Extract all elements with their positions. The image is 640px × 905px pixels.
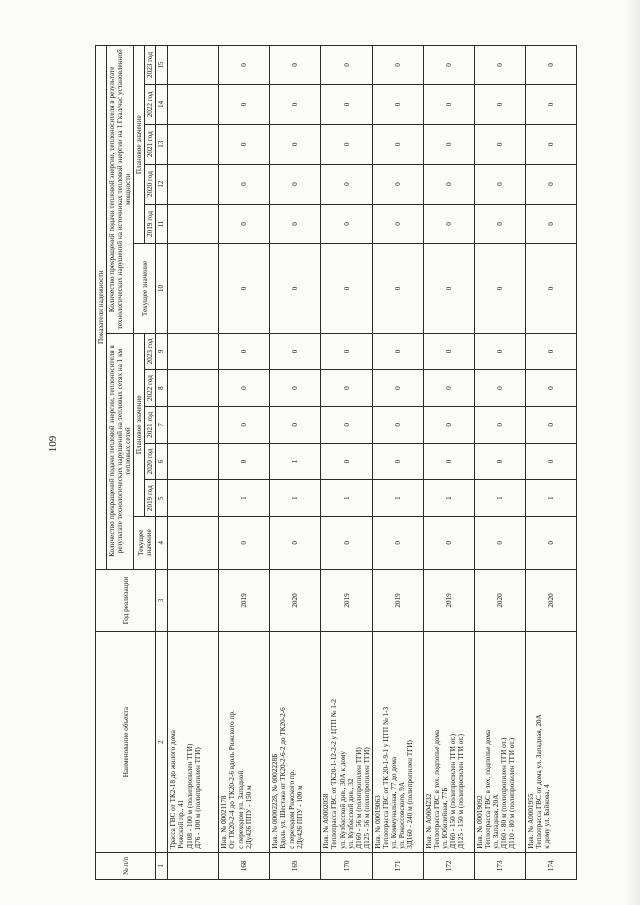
- header-year-2021: 2021 год: [145, 124, 156, 164]
- scan-edge-shadow: [626, 0, 640, 905]
- column-index-cell: 13: [156, 124, 168, 164]
- table-row: [423, 46, 474, 880]
- indicator-value: 0: [270, 204, 321, 244]
- indicator-value: 0: [372, 124, 423, 164]
- object-name-line: Теплотрасса ГВС от ТК 20-1-9-1 у ЦТП № 1-3: [381, 706, 390, 849]
- object-name-line: 2Дy426 ППУ - 150 м: [244, 785, 253, 849]
- indicator-value: 0: [270, 517, 321, 569]
- object-name-line: ул. Коммунальная, 77 до дома: [389, 756, 398, 849]
- indicator-value: 0: [474, 244, 525, 333]
- indicator-value: 0: [372, 46, 423, 85]
- indicator-value: 0: [525, 443, 576, 480]
- indicator-value: 0: [321, 164, 372, 204]
- implementation-year: 2020: [525, 569, 576, 632]
- row-number: 170: [321, 852, 372, 879]
- column-index-cell: 7: [156, 406, 168, 443]
- indicator-value: [168, 443, 219, 480]
- indicator-value: [168, 84, 219, 124]
- indicator-value: 0: [525, 333, 576, 370]
- indicator-value: 0: [423, 204, 474, 244]
- table-row: [372, 46, 423, 880]
- indicator-value: 0: [372, 406, 423, 443]
- table-row: [474, 46, 525, 880]
- header-year: Год реализации: [96, 569, 156, 632]
- indicator-value: 1: [321, 480, 372, 517]
- indicator-value: 1: [219, 480, 270, 517]
- object-name-line: с переходом ул. Западной: [236, 770, 245, 849]
- object-name-line: Д125 - 56 м (полипропилен ТГИ): [362, 747, 371, 849]
- object-name-line: Вдоль ул. Шестака от ТК20-2-6-2 до ТК20-2-6: [279, 707, 288, 849]
- indicator-value: 0: [219, 46, 270, 85]
- object-name-cell: [474, 632, 525, 852]
- indicator-value: 0: [219, 204, 270, 244]
- indicator-value: [168, 46, 219, 85]
- column-index-cell: 5: [156, 480, 168, 517]
- reliability-table: [95, 45, 577, 880]
- indicator-value: 0: [474, 204, 525, 244]
- header-name: Наименование объекта: [96, 632, 156, 852]
- object-name-cell: [372, 632, 423, 852]
- object-name-cell: [525, 632, 576, 852]
- indicator-value: 0: [525, 406, 576, 443]
- implementation-year: 2019: [219, 569, 270, 632]
- object-name-line: Теплотрасса ГВС в тех. подполье дома: [432, 729, 441, 849]
- indicator-value: 1: [525, 480, 576, 517]
- object-name-line: ул. Западная, 20А: [491, 794, 500, 849]
- indicator-value: 0: [423, 443, 474, 480]
- indicator-value: 1: [270, 480, 321, 517]
- header-source-outages: Количество прекращений подачи тепловой энергии, теплоносителя в результате технологических нарушений на источниках тепловой энергии на 1 Гкал/час установленной мощности: [107, 46, 134, 334]
- object-name-cell: [321, 632, 372, 852]
- indicator-value: 0: [270, 244, 321, 333]
- indicator-value: 0: [525, 84, 576, 124]
- indicator-value: 0: [372, 84, 423, 124]
- table-row: [525, 46, 576, 880]
- row-number: [168, 852, 219, 879]
- indicator-value: 0: [321, 333, 372, 370]
- indicator-value: 1: [474, 480, 525, 517]
- object-name-line: Д125 - 150 м (полипропилен ТГИ от.): [457, 733, 465, 849]
- row-number: 174: [525, 852, 576, 879]
- row-number: 169: [270, 852, 321, 879]
- page-number: 109: [47, 435, 59, 453]
- column-index-cell: 1: [156, 852, 168, 879]
- indicator-value: [168, 370, 219, 407]
- indicator-value: 0: [219, 517, 270, 569]
- indicator-value: 0: [525, 46, 576, 85]
- column-index-cell: 6: [156, 443, 168, 480]
- table-body: [168, 46, 576, 880]
- indicator-value: 0: [525, 244, 576, 333]
- column-index-cell: 15: [156, 46, 168, 85]
- object-name-line: 2Дy426 ППУ - 100 м: [295, 785, 304, 849]
- header-year-2023: 2023 год: [145, 333, 156, 370]
- header-year-2023: 2023 год: [145, 46, 156, 85]
- indicator-value: 0: [423, 244, 474, 333]
- table-row: [270, 46, 321, 880]
- object-name-line: ул. Кузбасской див., 30А к дому: [338, 750, 347, 849]
- indicator-value: 0: [423, 46, 474, 85]
- indicator-value: 0: [321, 46, 372, 85]
- column-index-cell: 11: [156, 204, 168, 244]
- indicator-value: 0: [474, 46, 525, 85]
- implementation-year: 2020: [270, 569, 321, 632]
- indicator-value: [168, 164, 219, 204]
- indicator-value: 0: [270, 370, 321, 407]
- indicator-value: 0: [525, 370, 576, 407]
- indicator-value: 0: [474, 406, 525, 443]
- indicator-value: 0: [219, 164, 270, 204]
- column-index-cell: 14: [156, 84, 168, 124]
- object-name-line: Рижский пр., 41: [177, 799, 186, 849]
- object-name-line: Инв. № 00019063: [373, 795, 382, 849]
- object-name-line: ул. Кузбасской див., 32: [346, 778, 355, 849]
- indicator-value: 0: [219, 406, 270, 443]
- column-index-cell: 8: [156, 370, 168, 407]
- indicator-value: 0: [321, 370, 372, 407]
- header-num: № п/п: [96, 852, 156, 879]
- indicator-value: 0: [321, 204, 372, 244]
- implementation-year: [168, 569, 219, 632]
- implementation-year: 2019: [372, 569, 423, 632]
- column-index-cell: 3: [156, 569, 168, 632]
- object-name-line: Теплотрасса ГВС в тех. подполье дома: [483, 729, 492, 849]
- object-name-line: Инв. № А0004232: [424, 793, 433, 849]
- row-number: 168: [219, 852, 270, 879]
- indicator-value: 0: [219, 244, 270, 333]
- object-name-line: Инв. № 00019092: [475, 795, 484, 849]
- object-name-line: с переходом Рижского пр.: [287, 769, 296, 849]
- header-planned-network: Плановое значение: [134, 333, 145, 517]
- table-row: [219, 46, 270, 880]
- indicator-value: 0: [321, 443, 372, 480]
- column-index-cell: 2: [156, 632, 168, 852]
- indicator-value: 0: [321, 244, 372, 333]
- object-name-line: Д160 - 80 м (полипропилен ТГИ от.): [499, 737, 508, 849]
- header-year-2021: 2021 год: [145, 406, 156, 443]
- indicator-value: 0: [474, 164, 525, 204]
- table-row: [321, 46, 372, 880]
- indicator-value: 0: [219, 124, 270, 164]
- object-name-cell: [423, 632, 474, 852]
- indicator-value: 0: [372, 244, 423, 333]
- header-year-2022: 2022 год: [145, 84, 156, 124]
- object-name-line: Трасса ГВС от ТК2-18 до жилого дома: [169, 730, 178, 849]
- object-name-line: Д76 - 100 м (полипропилен ТГИ): [193, 747, 202, 849]
- indicator-value: 0: [372, 370, 423, 407]
- indicator-value: 0: [525, 204, 576, 244]
- indicator-value: [168, 204, 219, 244]
- row-number: 173: [474, 852, 525, 879]
- indicator-value: 0: [219, 84, 270, 124]
- indicator-value: 0: [372, 443, 423, 480]
- header-reliability: Показатели надежности: [96, 46, 107, 570]
- header-year-2019: 2019 год: [145, 480, 156, 517]
- column-index-cell: 9: [156, 333, 168, 370]
- indicator-value: 0: [372, 164, 423, 204]
- column-index-cell: 4: [156, 517, 168, 569]
- object-name-line: Д160 - 56 м (полипропилен ТГИ): [354, 747, 363, 849]
- indicator-value: 0: [525, 124, 576, 164]
- column-index-cell: 10: [156, 244, 168, 333]
- indicator-value: 1: [372, 480, 423, 517]
- indicator-value: 1: [270, 443, 321, 480]
- indicator-value: 0: [270, 333, 321, 370]
- indicator-value: [168, 244, 219, 333]
- header-planned-source: Плановое значение: [134, 46, 145, 244]
- object-name-line: Д108 - 100 м (полипропилен ТГИ): [185, 743, 194, 849]
- indicator-value: 0: [474, 443, 525, 480]
- implementation-year: 2019: [321, 569, 372, 632]
- row-number: 171: [372, 852, 423, 879]
- indicator-value: 0: [372, 517, 423, 569]
- object-name-cell: [168, 632, 219, 852]
- object-name-line: Теплотрасса ГВС от дома ул. Западная, 20А: [534, 714, 543, 849]
- indicator-value: [168, 333, 219, 370]
- indicator-value: 0: [321, 406, 372, 443]
- object-name-line: ул. Юбилейная, 77Б: [440, 787, 449, 849]
- rotated-page-content: [95, 45, 620, 880]
- indicator-value: 0: [270, 406, 321, 443]
- object-name-line: ул. Рокоссовского, 9А: [397, 781, 406, 849]
- indicator-value: 0: [219, 333, 270, 370]
- indicator-value: [168, 124, 219, 164]
- indicator-value: 1: [423, 480, 474, 517]
- indicator-value: 0: [423, 164, 474, 204]
- indicator-value: 0: [525, 517, 576, 569]
- object-name-line: Инв. № А0001955: [526, 793, 535, 849]
- indicator-value: 0: [474, 517, 525, 569]
- indicator-value: 0: [321, 517, 372, 569]
- column-index-row: [156, 46, 168, 880]
- header-current-source: Текущее значение: [134, 244, 156, 333]
- header-current-network: Текущее значение: [134, 517, 156, 569]
- indicator-value: 0: [270, 84, 321, 124]
- object-name-cell: [270, 632, 321, 852]
- indicator-value: [168, 480, 219, 517]
- indicator-value: 0: [423, 517, 474, 569]
- object-name-line: Инв. № 00021178: [220, 795, 229, 849]
- indicator-value: 0: [423, 333, 474, 370]
- indicator-value: [168, 406, 219, 443]
- indicator-value: 0: [474, 370, 525, 407]
- indicator-value: 0: [219, 443, 270, 480]
- indicator-value: 0: [321, 84, 372, 124]
- indicator-value: 0: [525, 164, 576, 204]
- header-year-2020: 2020 год: [145, 164, 156, 204]
- object-name-line: 3Д160 - 240 м (полипропилен ТГИ): [406, 740, 414, 849]
- indicator-value: 0: [270, 164, 321, 204]
- indicator-value: 0: [372, 204, 423, 244]
- indicator-value: 0: [423, 124, 474, 164]
- header-year-2022: 2022 год: [145, 370, 156, 407]
- implementation-year: 2020: [474, 569, 525, 632]
- object-name-line: к дому ул. Байкова, 4: [542, 784, 551, 849]
- header-network-outages: Количество прекращений подачи тепловой энергии, теплоносителя в результате технологических нарушений на тепловых сетях на 1 км тепловых сетей: [107, 333, 134, 569]
- indicator-value: [168, 517, 219, 569]
- object-name-line: Д160 - 150 м (полипропилен ТГИ от.): [448, 733, 457, 849]
- object-name-line: Инв. № 00002228, № 0002228Б: [271, 753, 280, 849]
- indicator-value: 0: [423, 406, 474, 443]
- header-year-2019: 2019 год: [145, 204, 156, 244]
- object-name-line: Д110 - 80 м (полипропилен ТГИ от.): [508, 737, 516, 849]
- indicator-value: 0: [474, 84, 525, 124]
- indicator-value: 0: [372, 333, 423, 370]
- indicator-value: 0: [423, 370, 474, 407]
- indicator-value: 0: [423, 84, 474, 124]
- object-name-line: Инв. № А0002058: [322, 793, 331, 849]
- object-name-cell: [219, 632, 270, 852]
- indicator-value: 0: [270, 46, 321, 85]
- indicator-value: 0: [474, 124, 525, 164]
- table-row: [168, 46, 219, 880]
- indicator-value: 0: [474, 333, 525, 370]
- column-index-cell: 12: [156, 164, 168, 204]
- indicator-value: 0: [321, 124, 372, 164]
- object-name-line: Теплотрасса ГВС от ТК20-1-12-2-2 у ЦТП № 1-2: [330, 699, 339, 849]
- indicator-value: 0: [219, 370, 270, 407]
- implementation-year: 2019: [423, 569, 474, 632]
- object-name-line: От ТК20-2-4 до ТК20-2-6 вдоль Рижского пр.: [228, 710, 237, 849]
- indicator-value: 0: [270, 124, 321, 164]
- header-year-2020: 2020 год: [145, 443, 156, 480]
- row-number: 172: [423, 852, 474, 879]
